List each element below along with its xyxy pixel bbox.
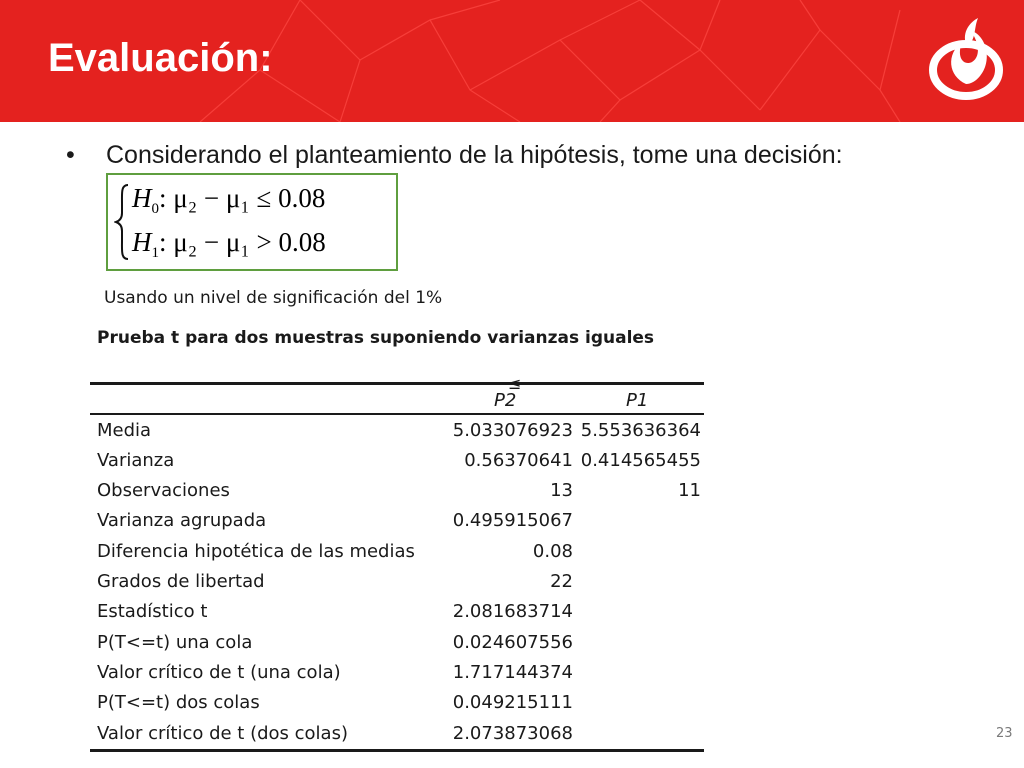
row-label: Diferencia hipotética de las medias <box>97 541 415 562</box>
table-bottom-rule <box>90 749 704 752</box>
cell-p2: 2.073873068 <box>452 723 573 744</box>
table-row <box>90 597 704 627</box>
table-row <box>90 476 704 506</box>
table-row <box>90 446 704 476</box>
bullet-icon: • <box>66 141 75 169</box>
cell-p2: 0.08 <box>532 541 573 562</box>
leq-symbol: ≤ <box>508 374 522 393</box>
row-label: Estadístico t <box>97 601 208 622</box>
university-logo-icon <box>926 14 1006 102</box>
row-label: Media <box>97 420 152 441</box>
cell-p1: 0.414565455 <box>580 450 701 471</box>
cell-p2: 0.495915067 <box>452 510 573 531</box>
h1-relation: : μ₂ − μ₁ > 0.08 <box>159 227 326 257</box>
row-label: P(T<=t) una cola <box>97 632 253 653</box>
brace-icon <box>114 183 130 261</box>
cell-p1: 11 <box>678 480 701 501</box>
cell-p2: 5.033076923 <box>452 420 573 441</box>
row-label: P(T<=t) dos colas <box>97 692 260 713</box>
row-label: Valor crítico de t (una cola) <box>97 662 341 683</box>
column-header-p2: P2 <box>494 390 517 411</box>
cell-p1: 5.553636364 <box>580 420 701 441</box>
table-row <box>90 628 704 658</box>
table-row <box>90 719 704 749</box>
row-label: Valor crítico de t (dos colas) <box>97 723 348 744</box>
table-row <box>90 658 704 688</box>
h1-subscript: 1 <box>151 245 159 261</box>
cell-p2: 2.081683714 <box>452 601 573 622</box>
table-title: Prueba t para dos muestras suponiendo varianzas iguales <box>97 328 655 348</box>
h0-subscript: 0 <box>151 201 159 217</box>
table-top-rule <box>90 382 704 385</box>
table-row <box>90 537 704 567</box>
cell-p2: 0.024607556 <box>452 632 573 653</box>
row-label: Varianza agrupada <box>97 510 267 531</box>
cell-p2: 1.717144374 <box>452 662 573 683</box>
cell-p2: 22 <box>550 571 573 592</box>
h0-symbol: H <box>132 183 152 213</box>
h0-relation: : μ₂ − μ₁ ≤ 0.08 <box>159 183 326 213</box>
table-row <box>90 688 704 718</box>
page-number: 23 <box>996 726 1013 741</box>
cell-p2: 13 <box>550 480 573 501</box>
alternative-hypothesis <box>132 227 326 262</box>
hypothesis-formula <box>106 173 398 271</box>
slide-title: Evaluación: <box>48 36 273 80</box>
significance-note: Usando un nivel de significación del 1% <box>104 288 443 308</box>
null-hypothesis <box>132 183 325 218</box>
header-banner <box>0 0 1024 122</box>
bullet-text: Considerando el planteamiento de la hipótesis, tome una decisión: <box>106 141 843 169</box>
table-row <box>90 506 704 536</box>
cell-p2: 0.56370641 <box>464 450 573 471</box>
row-label: Grados de libertad <box>97 571 265 592</box>
column-header-p1: P1 <box>626 390 649 411</box>
table-row <box>90 567 704 597</box>
cell-p2: 0.049215111 <box>452 692 573 713</box>
table-row <box>90 416 704 446</box>
h1-symbol: H <box>132 227 152 257</box>
table-header-rule <box>90 413 704 415</box>
row-label: Varianza <box>97 450 175 471</box>
row-label: Observaciones <box>97 480 230 501</box>
